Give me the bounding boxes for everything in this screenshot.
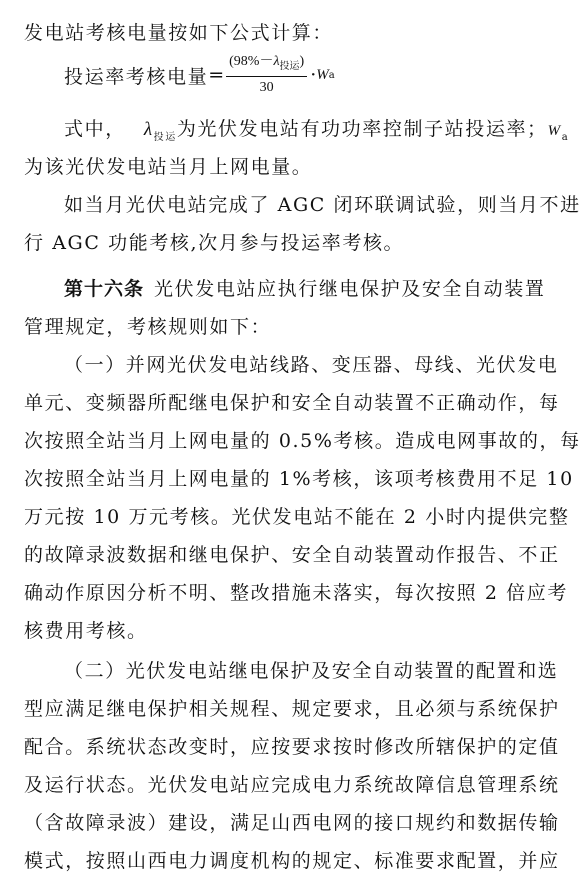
w-symbol: W bbox=[316, 66, 329, 83]
where-line bbox=[64, 116, 569, 151]
paragraph-line: 的故障录波数据和继电保护、安全自动装置动作报告、不正 bbox=[24, 544, 560, 566]
paragraph-line: 配合。系统状态改变时，应按要求按时修改所辖保护的定值 bbox=[24, 736, 560, 758]
formula-lhs: 投运率考核电量 bbox=[64, 65, 209, 88]
paragraph-line: 万元按 10 万元考核。光伏发电站不能在 2 小时内提供完整 bbox=[24, 506, 570, 528]
article-title-rest: 光伏发电站应执行继电保护及安全自动装置 bbox=[154, 278, 546, 300]
lambda-subscript: 投运 bbox=[279, 60, 300, 72]
paragraph-line: 型应满足继电保护相关规程、规定要求，且必须与系统保护 bbox=[24, 698, 560, 720]
where-middle: 为光伏发电站有功功率控制子站投运率； bbox=[176, 118, 548, 140]
paragraph-line: 确动作原因分析不明、整改措施未落实，每次按照 2 倍应考 bbox=[24, 582, 568, 604]
lambda-subscript: 投运 bbox=[153, 131, 177, 143]
text-line: 行 AGC 功能考核,次月参与投运率考核。 bbox=[24, 232, 405, 254]
assessment-formula bbox=[64, 52, 484, 98]
paragraph-line: 及运行状态。光伏发电站应完成电力系统故障信息管理系统 bbox=[24, 774, 560, 796]
paragraph-line: 次按照全站当月上网电量的 0.5%考核。造成电网事故的，每 bbox=[24, 430, 581, 452]
text-line: 如当月光伏电站完成了 AGC 闭环联调试验，则当月不进 bbox=[64, 194, 581, 216]
lambda-symbol: λ bbox=[273, 53, 280, 69]
article-title-line bbox=[64, 276, 545, 302]
numerator-text: (98%－ bbox=[229, 53, 274, 69]
text-line: 为该光伏发电站当月上网电量。 bbox=[24, 156, 313, 178]
lambda-symbol: λ bbox=[143, 119, 154, 140]
formula-numerator bbox=[226, 54, 307, 78]
paragraph-line: 核费用考核。 bbox=[24, 620, 148, 642]
formula-fraction bbox=[226, 54, 307, 97]
text-line: 管理规定，考核规则如下： bbox=[24, 316, 272, 338]
paragraph-line: 模式，按照山西电力调度机构的规定、标准要求配置，并应 bbox=[24, 850, 560, 872]
formula-denominator: 30 bbox=[259, 80, 274, 96]
paragraph-line: 次按照全站当月上网电量的 1%考核，该项考核费用不足 10 bbox=[24, 468, 574, 490]
numerator-close: ) bbox=[299, 53, 305, 69]
paragraph-line: （二）光伏发电站继电保护及安全自动装置的配置和选 bbox=[64, 660, 559, 682]
w-symbol: W bbox=[547, 123, 562, 139]
formula-equals: = bbox=[208, 64, 225, 86]
formula-multiply: · bbox=[310, 64, 317, 86]
paragraph-line: （一）并网光伏发电站线路、变压器、母线、光伏发电 bbox=[64, 354, 559, 376]
paragraph-line: 单元、变频器所配继电保护和安全自动装置不正确动作，每 bbox=[24, 392, 560, 414]
w-subscript: a bbox=[561, 131, 570, 143]
where-prefix: 式中， bbox=[64, 118, 126, 140]
article-number: 第十六条 bbox=[64, 278, 145, 300]
paragraph-line: （含故障录波）建设，满足山西电网的接口规约和数据传输 bbox=[24, 812, 560, 834]
intro-line: 发电站考核电量按如下公式计算： bbox=[24, 22, 334, 44]
w-subscript: a bbox=[328, 69, 335, 81]
